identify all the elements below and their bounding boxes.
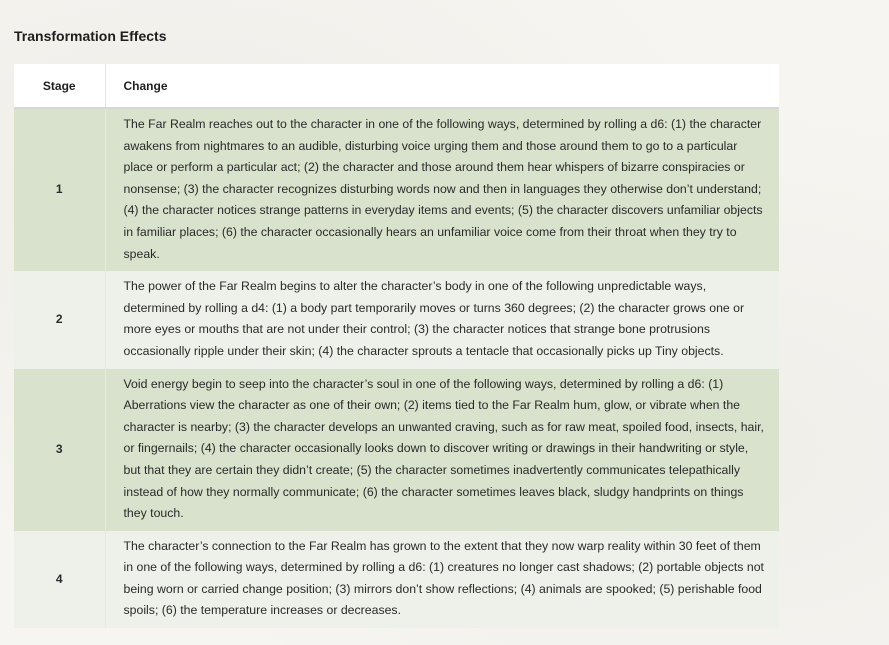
change-cell: The Far Realm reaches out to the character in one of the following ways, determined by rolling a d6: (1) the character awakens from nightmares to an audible, disturbing voice urging them and those around them to go to a particular place or perform a particular act; (2) the character and those around them hear whispers of bizarre conspiracies or nonsense; (3) the character recognizes disturbing words now and then in languages they otherwise don’t understand; (4) the character notices strange patterns in everyday items and events; (5) the character discovers unfamiliar objects in familiar places; (6) the character occasionally hears an unfamiliar voice come from their throat when they try to speak. [105, 108, 779, 271]
change-cell: The character’s connection to the Far Realm has grown to the extent that they now warp reality within 30 feet of them in one of the following ways, determined by rolling a d6: (1) creatures no longer cast shadows; (2) portable objects not being worn or carried change position; (3) mirrors don’t show reflections; (4) animals are spooked; (5) perishable food spoils; (6) the temperature increases or decreases. [105, 531, 779, 628]
table-body [14, 108, 779, 628]
stage-cell: 1 [14, 108, 105, 271]
change-cell: Void energy begin to seep into the character’s soul in one of the following ways, determined by rolling a d6: (1) Aberrations view the character as one of their own; (2) items tied to the Far Realm hum, glow, or vibrate when the character is nearby; (3) the character develops an unwanted craving, such as for raw meat, spoiled food, insects, hair, or fingernails; (4) the character occasionally looks down to discover writing or drawings in their handwriting or style, but that they are certain they didn’t create; (5) the character sometimes inadvertently communicates telepathically instead of how they normally communicate; (6) the character sometimes leaves black, sludgy handprints on things they touch. [105, 369, 779, 531]
table-row [14, 271, 779, 368]
section-title: Transformation Effects [14, 28, 167, 44]
transformation-effects-table [14, 64, 779, 628]
table-row [14, 531, 779, 628]
change-column-header: Change [105, 64, 779, 108]
stage-cell: 2 [14, 271, 105, 368]
header-row [14, 64, 779, 108]
stage-cell: 4 [14, 531, 105, 628]
table-row [14, 108, 779, 271]
change-cell: The power of the Far Realm begins to alter the character’s body in one of the following unpredictable ways, determined by rolling a d4: (1) a body part temporarily moves or turns 360 degrees; (2) the character grows one or more eyes or mouths that are not under their control; (3) the character notices that strange bone protrusions occasionally ripple under their skin; (4) the character sprouts a tentacle that occasionally picks up Tiny objects. [105, 271, 779, 368]
table-header [14, 64, 779, 108]
stage-cell: 3 [14, 369, 105, 531]
stage-column-header: Stage [14, 64, 105, 108]
table-row [14, 369, 779, 531]
